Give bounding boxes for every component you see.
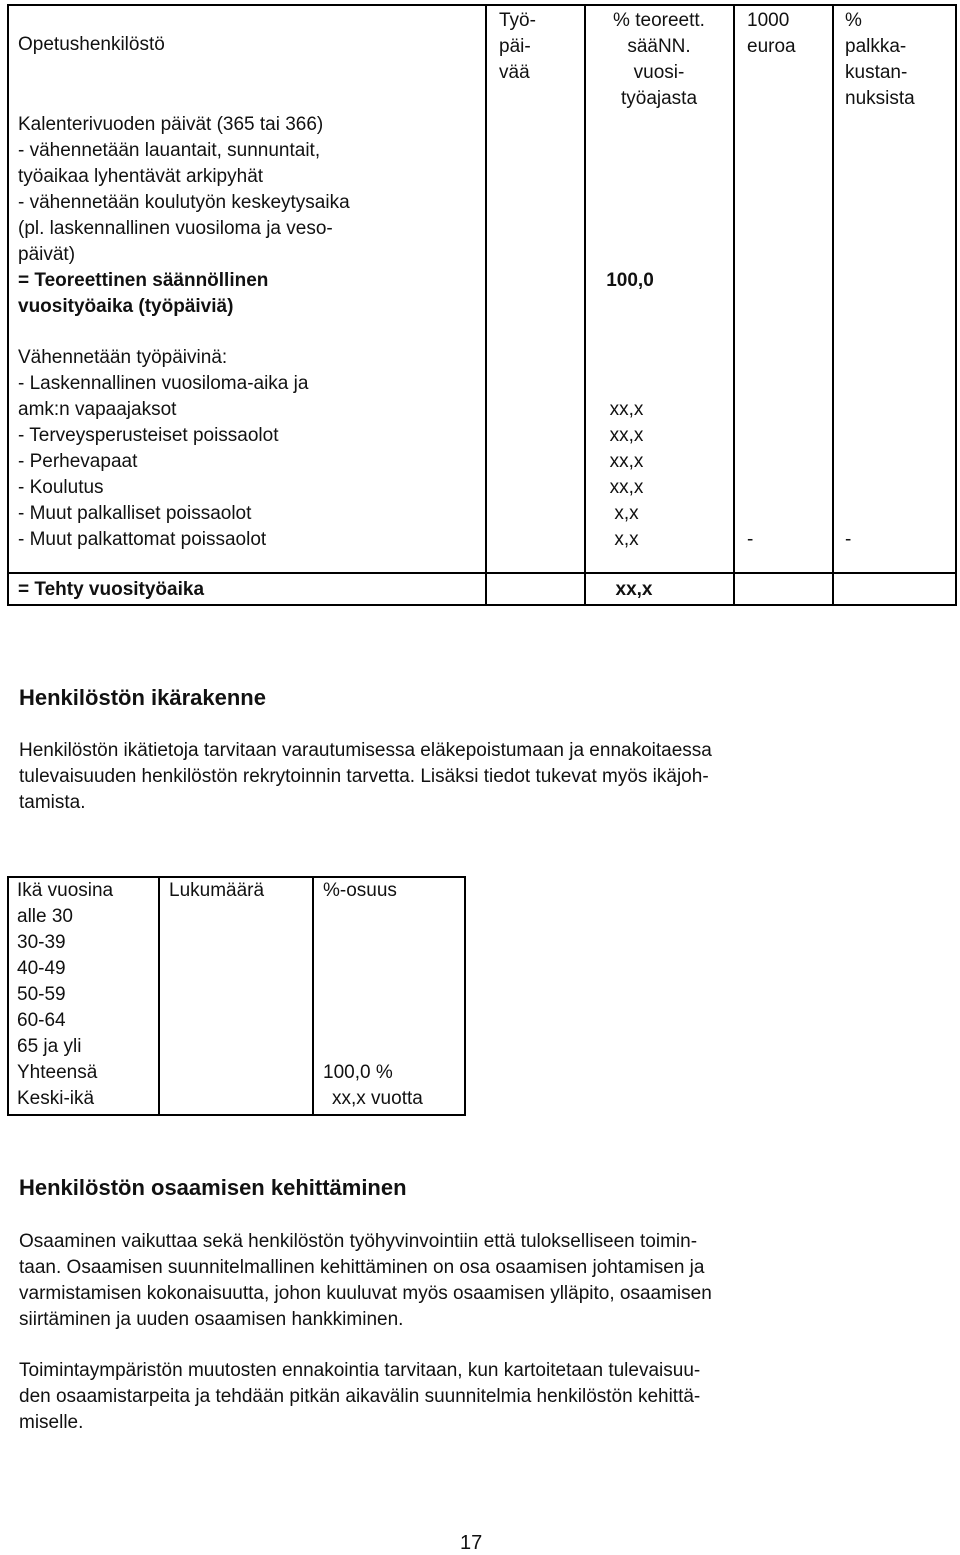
table-row: 40-49 bbox=[17, 958, 66, 979]
table-row: 60-64 bbox=[17, 1010, 66, 1031]
age-table bbox=[7, 876, 466, 1116]
share-dash: - bbox=[845, 529, 852, 550]
page-number: 17 bbox=[460, 1532, 483, 1554]
theoretical-percent: 100,0 bbox=[606, 270, 654, 291]
staff-label: Opetushenkilöstö bbox=[18, 34, 165, 55]
age-column-header: Ikä vuosina bbox=[17, 880, 114, 901]
working-time-table bbox=[7, 4, 957, 606]
days-column-header: Työ- päi- vää bbox=[499, 10, 536, 83]
competence-paragraph-1: Osaaminen vaikuttaa sekä henkilöstön työhyvinvointiin että tulokselliseen toimin- taan. Osaamisen suunnitelmallinen kehittäminen on osa osaamisen johtamisen ja varmistamisen kokonaisuutta, johon kuuluvat myös osaamisen ylläpito, osaamisen siirtäminen ja uuden osaamisen hankkiminen. bbox=[19, 1231, 712, 1330]
table-row: Yhteensä bbox=[17, 1062, 98, 1083]
count-column-header: Lukumäärä bbox=[169, 880, 265, 901]
competence-heading: Henkilöstön osaamisen kehittäminen bbox=[19, 1175, 407, 1200]
table-row: alle 30 bbox=[17, 906, 73, 927]
deductions-block: Vähennetään työpäivinä: - Laskennallinen vuosiloma-aika ja amk:n vapaajaksot - Terveysperusteiset poissaolot - Perhevapaat - Koulutus - Muut palkalliset poissaolot - Muut palkattomat poissaolot bbox=[18, 347, 309, 550]
cost-share-column-header: % palkka- kustan- nuksista bbox=[845, 10, 915, 109]
age-structure-paragraph: Henkilöstön ikätietoja tarvitaan varautumisessa eläkepoistumaan ja ennakoitaessa tulevaisuuden henkilöstön rekrytoinnin tarvetta. Lisäksi tiedot tukevat myös ikäjoh- tamista. bbox=[19, 740, 712, 813]
table-row: Keski-ikä bbox=[17, 1088, 95, 1109]
competence-paragraph-2: Toimintaympäristön muutosten ennakointia tarvitaan, kun kartoitetaan tulevaisuu- den osaamistarpeita ja tehdään pitkän aikavälin suunnitelmia henkilöstön kehittä- miselle. bbox=[19, 1360, 701, 1433]
age-group-list bbox=[17, 904, 97, 1112]
total-percent: 100,0 % bbox=[323, 1062, 393, 1083]
calendar-days-block: Kalenterivuoden päivät (365 tai 366) - vähennetään lauantait, sunnuntait, työaikaa lyhentävät arkipyhät - vähennetään koulutyön keskeytysaika (pl. laskennallinen vuosiloma ja veso- päivät) = Teoreettinen säännöllinen vuosityöaika (työpäiviä) bbox=[18, 114, 350, 317]
table-row: 30-39 bbox=[17, 932, 66, 953]
euros-column-header: 1000 euroa bbox=[747, 10, 796, 57]
age-structure-heading: Henkilöstön ikärakenne bbox=[19, 685, 266, 710]
table-row: 50-59 bbox=[17, 984, 66, 1005]
average-age: xx,x vuotta bbox=[332, 1088, 423, 1109]
total-row-label: = Tehty vuosityöaika bbox=[18, 579, 205, 600]
table-row: 65 ja yli bbox=[17, 1036, 82, 1057]
total-row-percent: xx,x bbox=[615, 579, 653, 600]
euros-dash: - bbox=[747, 529, 754, 550]
percent-column-header: % teoreett. sääNN. vuosi- työajasta bbox=[613, 10, 705, 109]
share-column-header: %-osuus bbox=[323, 880, 397, 901]
deduction-percents: xx,x xx,x xx,x xx,x x,x x,x bbox=[609, 399, 644, 550]
